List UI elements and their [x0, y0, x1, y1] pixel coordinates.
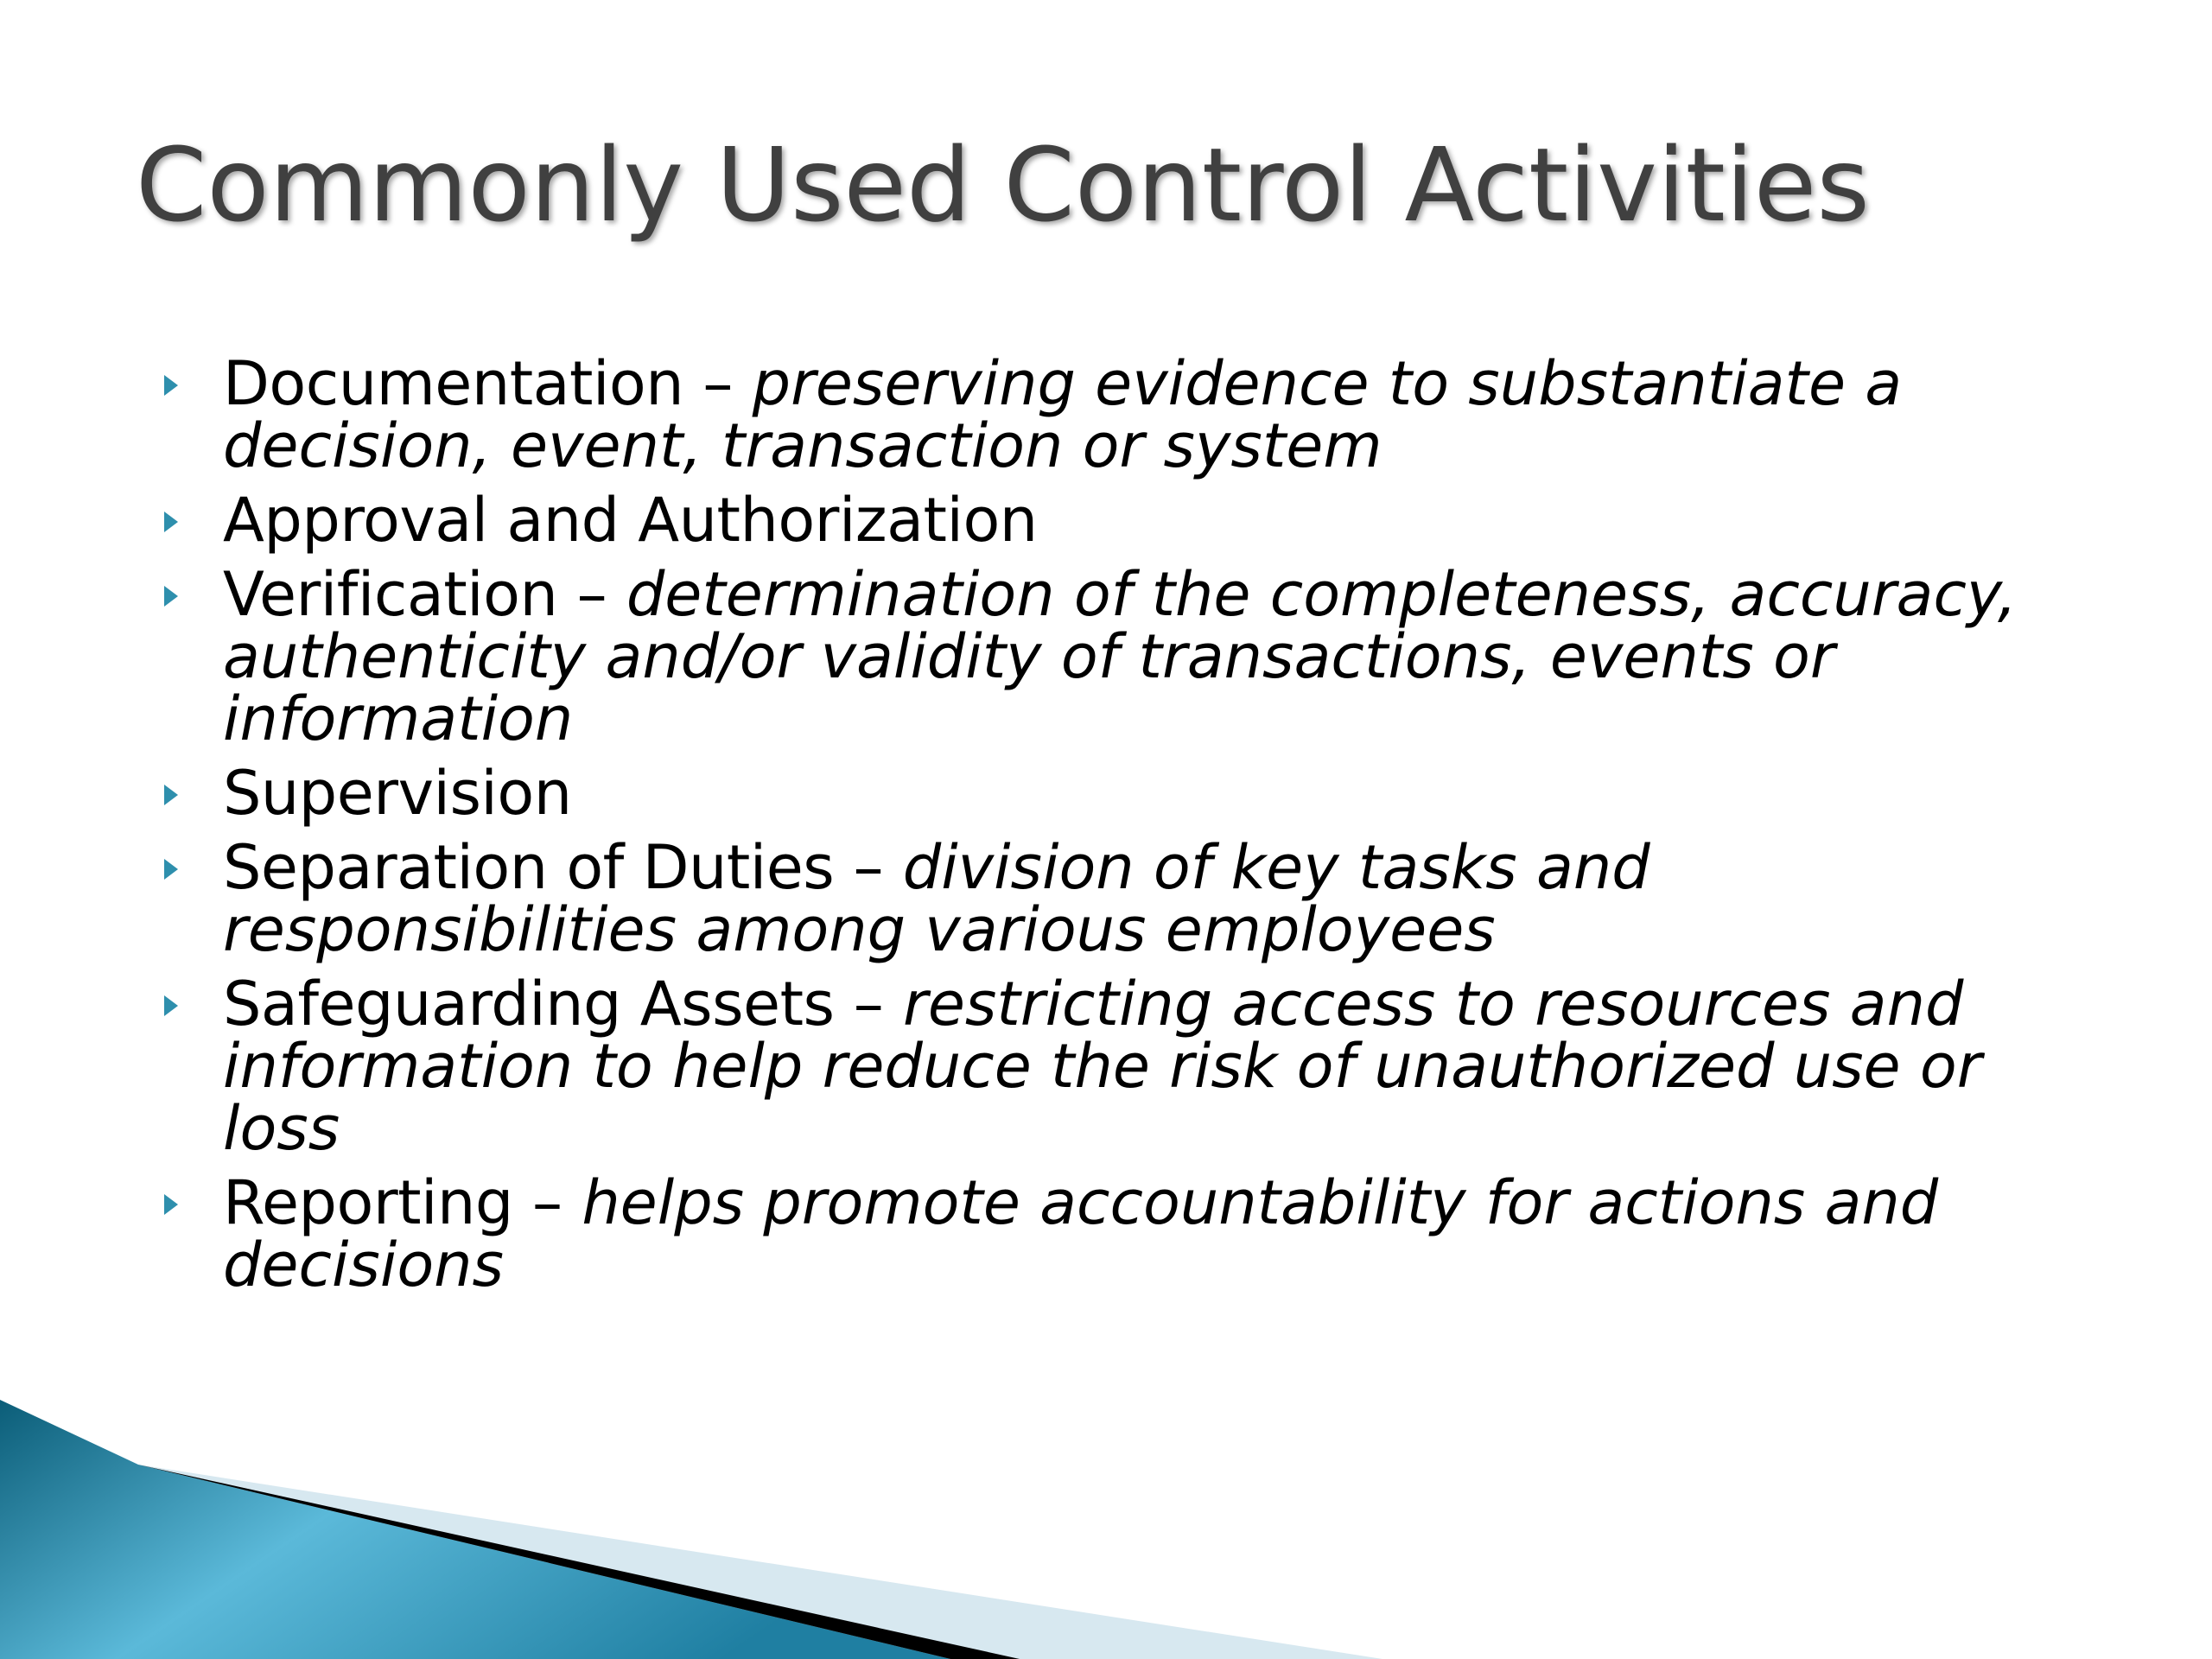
bullet-item-supervision: [164, 758, 2117, 829]
bullet-term: Reporting: [223, 1167, 513, 1238]
bullet-term: Separation of Duties: [223, 832, 835, 903]
bullet-item-documentation: [164, 348, 2117, 481]
bullet-separator: –: [834, 832, 903, 903]
decorative-corner-wave: [0, 1400, 2212, 1659]
bullet-item-verification: [164, 559, 2117, 754]
triangle-bullet-icon: [164, 586, 178, 607]
bullet-description: restricting access to resources and information to help reduce the risk of unauthorized use or loss: [223, 969, 1982, 1164]
bullet-term: Safeguarding Assets: [223, 969, 835, 1039]
bullet-list: [164, 348, 2117, 1308]
bullet-separator: –: [834, 969, 904, 1039]
triangle-bullet-icon: [164, 785, 178, 805]
bullet-term: Supervision: [223, 758, 572, 829]
bullet-description: determination of the completeness, accuracy, authenticity and/or validity of transactions, events or information: [223, 559, 2018, 754]
triangle-bullet-icon: [164, 859, 178, 880]
bullet-separator: –: [683, 348, 753, 419]
bullet-term: Verification: [223, 559, 558, 630]
slide-title: Commonly Used Control Activities: [136, 125, 1870, 245]
bullet-item-separation-of-duties: [164, 832, 2117, 965]
bullet-description: helps promote accountability for actions and decisions: [223, 1167, 1939, 1300]
triangle-bullet-icon: [164, 375, 178, 396]
bullet-separator: –: [512, 1167, 582, 1238]
bullet-term: Documentation: [223, 348, 684, 419]
bullet-item-reporting: [164, 1167, 2117, 1300]
triangle-bullet-icon: [164, 1194, 178, 1215]
bullet-description: preserving evidence to substantiate a decision, event, transaction or system: [223, 348, 1903, 481]
bullet-separator: –: [557, 559, 626, 630]
triangle-bullet-icon: [164, 995, 178, 1016]
bullet-term: Approval and Authorization: [223, 485, 1038, 556]
triangle-bullet-icon: [164, 512, 178, 532]
bullet-item-safeguarding-assets: [164, 969, 2117, 1164]
bullet-item-approval: [164, 485, 2117, 556]
bullet-description: division of key tasks and responsibilities among various employees: [223, 832, 1650, 965]
